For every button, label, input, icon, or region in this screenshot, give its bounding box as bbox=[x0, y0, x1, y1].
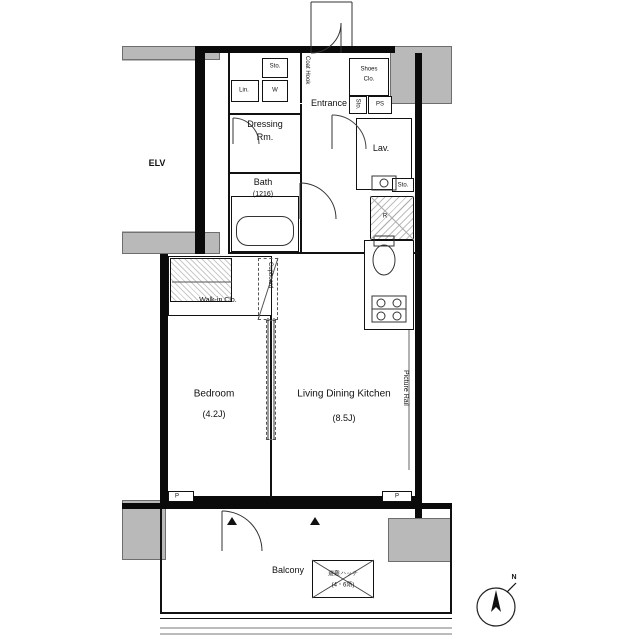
label-entrance: Entrance bbox=[310, 97, 348, 108]
label-shoes-closet-2: Clo. bbox=[363, 76, 375, 83]
label-window-ldk: P bbox=[394, 493, 400, 500]
wall-top bbox=[205, 46, 395, 53]
label-storage-lav: Sto. bbox=[397, 182, 409, 189]
label-picture-rail: Picture Rail bbox=[402, 370, 410, 406]
partition-bath-left bbox=[228, 172, 230, 254]
refrigerator bbox=[370, 196, 414, 240]
partition-dressing-left bbox=[228, 104, 230, 174]
label-dressing-room-2: Rm. bbox=[256, 131, 274, 142]
partition-dressing-right bbox=[300, 104, 302, 214]
label-bedroom: Bedroom bbox=[193, 388, 235, 400]
label-shoes-closet: Shoes bbox=[360, 66, 378, 73]
balcony-left-edge bbox=[160, 509, 162, 614]
label-ps: PS bbox=[375, 101, 385, 108]
balcony-right-edge bbox=[450, 509, 452, 614]
direction-marker-left bbox=[227, 517, 237, 525]
balcony-outer-line bbox=[160, 612, 452, 614]
evacuation-hatch bbox=[312, 560, 374, 598]
label-window-bedroom: P bbox=[174, 493, 180, 500]
partition-entry-lower bbox=[300, 212, 302, 254]
label-north: N bbox=[511, 573, 517, 581]
label-bath: Bath bbox=[253, 176, 273, 187]
label-lavatory: Lav. bbox=[372, 142, 390, 153]
window-bedroom bbox=[168, 491, 194, 502]
label-evacuation-hatch: 避難ハッチ bbox=[327, 571, 359, 578]
bathtub bbox=[236, 216, 294, 246]
wall-bottom-rooms bbox=[160, 493, 418, 503]
label-ldk: Living Dining Kitchen bbox=[297, 388, 391, 400]
kitchen-counter bbox=[364, 240, 414, 330]
label-elv: ELV bbox=[148, 157, 166, 168]
label-washer: W bbox=[272, 87, 278, 94]
label-bedroom-area: (4.2J) bbox=[202, 408, 226, 419]
wall-block-bottom-right bbox=[388, 518, 452, 562]
wall-balcony-slab-top bbox=[122, 503, 452, 509]
label-storage-entrance: Sto. bbox=[354, 98, 361, 110]
label-storage-top: Sto. bbox=[269, 63, 281, 70]
balcony-outer-line2 bbox=[160, 618, 452, 619]
label-bath-size: (1216) bbox=[252, 190, 274, 198]
label-evacuation-hatch-floors: (4・6階) bbox=[331, 582, 355, 589]
north-arrow bbox=[477, 583, 516, 626]
walk-in-closet-shelf bbox=[170, 258, 232, 302]
wall-block-elv-bottom bbox=[122, 232, 220, 254]
label-walk-in-closet: Walk-in Clo. bbox=[199, 296, 237, 304]
partition-hall-bottom bbox=[228, 113, 302, 115]
partition-hall-right bbox=[300, 53, 302, 103]
label-dressing-room: Dressing bbox=[247, 118, 283, 129]
partition-bath-bottom bbox=[228, 252, 302, 254]
direction-marker-right bbox=[310, 517, 320, 525]
label-cupboard: Cupboard bbox=[266, 262, 273, 289]
wall-right-outer bbox=[415, 53, 422, 518]
wall-left-outer bbox=[195, 46, 205, 254]
sliding-door-track bbox=[266, 320, 276, 440]
label-coat-hook: Coat Hook bbox=[303, 56, 310, 85]
label-balcony: Balcony bbox=[271, 564, 305, 575]
label-ldk-area: (8.5J) bbox=[332, 412, 356, 423]
partition-dressing-bottom bbox=[228, 172, 302, 174]
label-refrigerator: R bbox=[382, 213, 388, 220]
label-linen: Lin. bbox=[239, 87, 249, 94]
wall-left-lower bbox=[160, 254, 168, 502]
